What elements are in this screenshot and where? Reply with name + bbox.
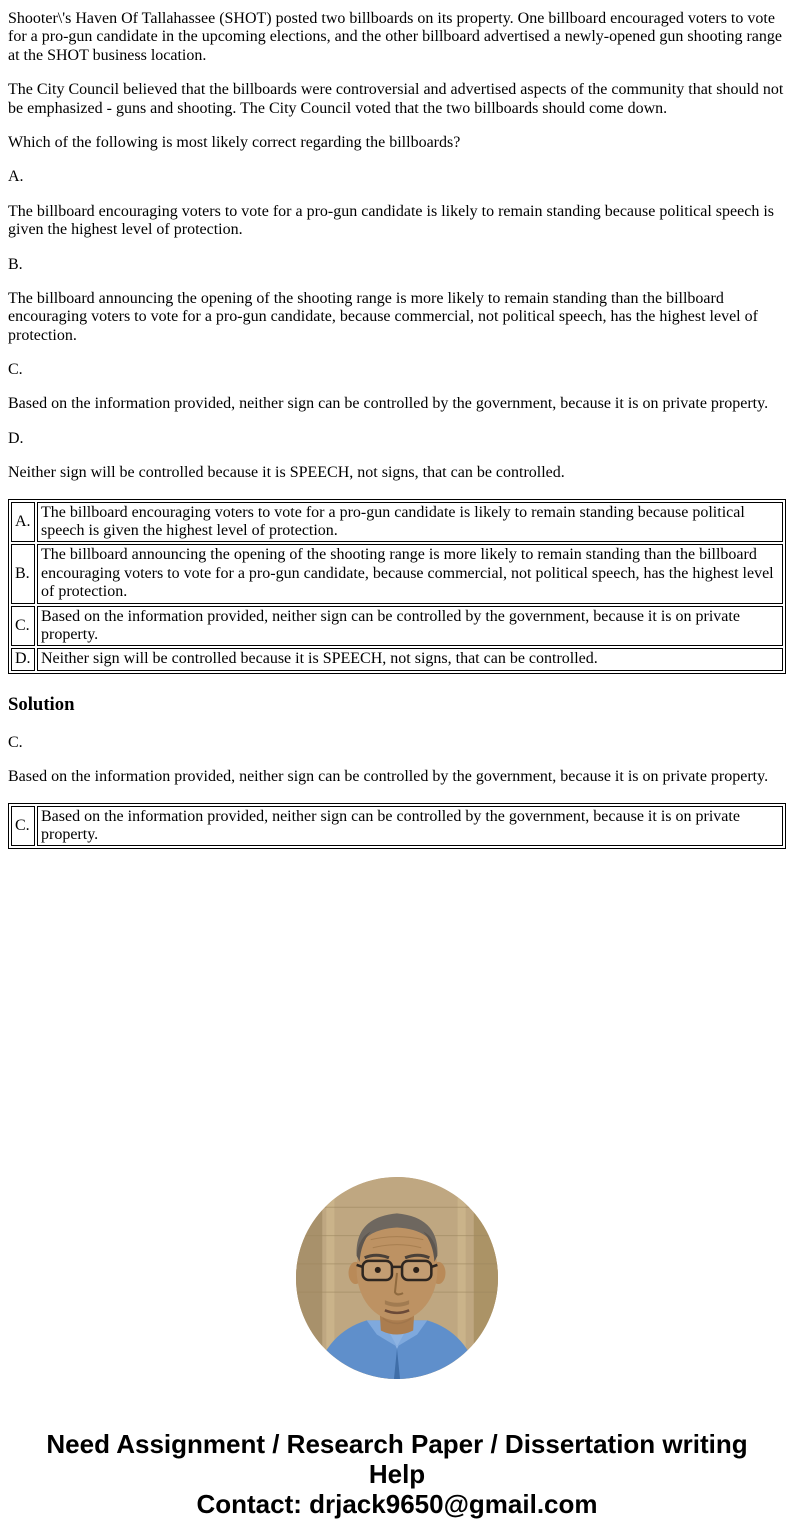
contact-text: Contact: drjack9650@gmail.com [196, 1489, 598, 1520]
question-paragraph-2: The City Council believed that the billboards were controversial and advertised aspects of the community that should not be emphasized - guns and shooting. The City Council voted that the two billboards should come down. [8, 81, 784, 117]
question-paragraph-1: Shooter\'s Haven Of Tallahassee (SHOT) posted two billboards on its property. One billboard encouraged voters to vote for a pro-gun candidate in the upcoming elections, and the other billboard advertised a newly-opened gun shooting range at the SHOT business location. [8, 10, 782, 64]
option-text-cell: Neither sign will be controlled because it is SPEECH, not signs, that can be controlled. [37, 648, 783, 670]
option-a-text: The billboard encouraging voters to vote for a pro-gun candidate is likely to remain standing because political speech is given the highest level of protection. [8, 202, 774, 239]
table-row-solution [11, 806, 783, 847]
question-prompt: Which of the following is most likely correct regarding the billboards? [8, 133, 461, 151]
option-d-letter: D. [8, 429, 24, 447]
table-row-option-b [11, 544, 783, 603]
option-letter-cell: A. [11, 502, 35, 543]
option-c-text: Based on the information provided, neither sign can be controlled by the government, because it is on private property. [8, 395, 769, 413]
option-letter-cell: C. [11, 606, 35, 647]
solution-table [8, 803, 786, 850]
solution-answer-letter: C. [8, 733, 23, 751]
option-d-text: Neither sign will be controlled because it is SPEECH, not signs, that can be controlled. [8, 464, 565, 482]
solution-text-cell: Based on the information provided, neither sign can be controlled by the government, because it is on private property. [37, 806, 783, 847]
help-text: Need Assignment / Research Paper / Dissertation writing Help [46, 1429, 748, 1490]
option-b-text: The billboard announcing the opening of the shooting range is more likely to remain standing than the billboard encouraging voters to vote for a pro-gun candidate, because commercial, not political speech, has the highest level of protection. [8, 289, 758, 344]
option-letter-cell: B. [11, 544, 35, 603]
option-c-letter: C. [8, 361, 23, 379]
tutor-avatar [296, 1177, 498, 1379]
table-row-option-c [11, 606, 783, 647]
option-text-cell: The billboard encouraging voters to vote for a pro-gun candidate is likely to remain standing because political speech is given the highest level of protection. [37, 502, 783, 543]
table-row-option-a [11, 502, 783, 543]
solution-answer-text: Based on the information provided, neither sign can be controlled by the government, because it is on private property. [8, 768, 769, 786]
option-b-letter: B. [8, 255, 23, 273]
document-page [0, 10, 794, 1519]
options-table [8, 499, 786, 674]
footer-banner [8, 1429, 786, 1519]
option-letter-cell: D. [11, 648, 35, 670]
solution-letter-cell: C. [11, 806, 35, 847]
option-text-cell: Based on the information provided, neither sign can be controlled by the government, because it is on private property. [37, 606, 783, 647]
option-a-letter: A. [8, 168, 24, 186]
option-text-cell: The billboard announcing the opening of the shooting range is more likely to remain standing than the billboard encouraging voters to vote for a pro-gun candidate, because commercial, not political speech, has the highest level of protection. [37, 544, 783, 603]
solution-heading: Solution [8, 693, 75, 715]
tutor-portrait-illustration [296, 1177, 498, 1379]
table-row-option-d [11, 648, 783, 670]
